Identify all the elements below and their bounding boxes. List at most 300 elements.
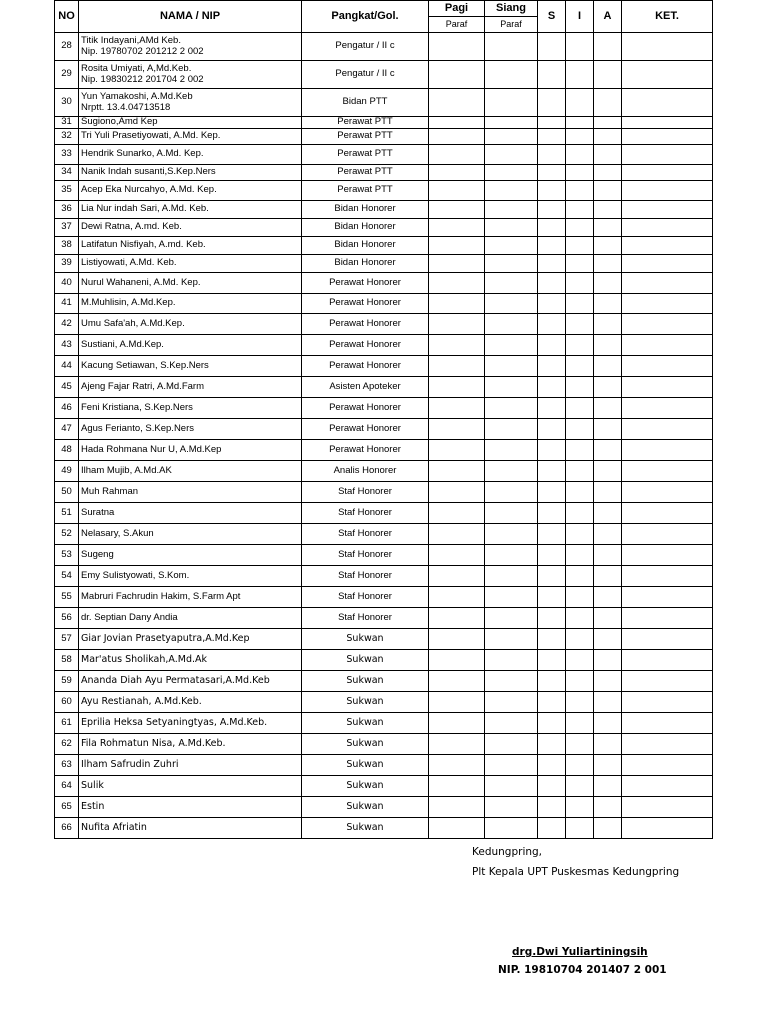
row-number: 58	[55, 650, 79, 671]
morning-signature-cell[interactable]	[429, 294, 485, 314]
afternoon-signature-cell[interactable]	[485, 797, 538, 818]
notes-cell[interactable]	[622, 219, 713, 237]
permission-cell[interactable]	[566, 566, 594, 587]
notes-cell[interactable]	[622, 33, 713, 61]
morning-signature-cell[interactable]	[429, 650, 485, 671]
absent-cell[interactable]	[594, 629, 622, 650]
afternoon-signature-cell[interactable]	[485, 818, 538, 839]
row-number: 42	[55, 314, 79, 335]
permission-cell[interactable]	[566, 419, 594, 440]
sick-cell[interactable]	[538, 629, 566, 650]
sick-cell[interactable]	[538, 398, 566, 419]
absent-cell[interactable]	[594, 273, 622, 294]
table-row	[55, 629, 713, 650]
notes-cell[interactable]	[622, 145, 713, 165]
absent-cell[interactable]	[594, 398, 622, 419]
row-name-cell	[79, 145, 302, 165]
afternoon-signature-cell[interactable]	[485, 356, 538, 377]
absent-cell[interactable]	[594, 117, 622, 129]
sick-cell[interactable]	[538, 797, 566, 818]
absent-cell[interactable]	[594, 201, 622, 219]
absent-cell[interactable]	[594, 818, 622, 839]
absent-cell[interactable]	[594, 89, 622, 117]
notes-cell[interactable]	[622, 314, 713, 335]
sick-cell[interactable]	[538, 776, 566, 797]
row-number: 30	[55, 89, 79, 117]
afternoon-signature-cell[interactable]	[485, 608, 538, 629]
permission-cell[interactable]	[566, 117, 594, 129]
row-rank: Perawat Honorer	[302, 419, 429, 440]
afternoon-signature-cell[interactable]	[485, 255, 538, 273]
sick-cell[interactable]	[538, 440, 566, 461]
morning-signature-cell[interactable]	[429, 440, 485, 461]
notes-cell[interactable]	[622, 129, 713, 145]
sick-cell[interactable]	[538, 201, 566, 219]
sick-cell[interactable]	[538, 181, 566, 201]
absent-cell[interactable]	[594, 566, 622, 587]
absent-cell[interactable]	[594, 255, 622, 273]
notes-cell[interactable]	[622, 294, 713, 314]
notes-cell[interactable]	[622, 377, 713, 398]
permission-cell[interactable]	[566, 692, 594, 713]
afternoon-signature-cell[interactable]	[485, 524, 538, 545]
row-name-cell	[79, 818, 302, 839]
absent-cell[interactable]	[594, 33, 622, 61]
permission-cell[interactable]	[566, 273, 594, 294]
afternoon-signature-cell[interactable]	[485, 377, 538, 398]
sick-cell[interactable]	[538, 314, 566, 335]
morning-signature-cell[interactable]	[429, 818, 485, 839]
table-row	[55, 419, 713, 440]
table-row	[55, 524, 713, 545]
afternoon-signature-cell[interactable]	[485, 273, 538, 294]
sick-cell[interactable]	[538, 129, 566, 145]
notes-cell[interactable]	[622, 713, 713, 734]
table-row	[55, 755, 713, 776]
permission-cell[interactable]	[566, 755, 594, 776]
morning-signature-cell[interactable]	[429, 776, 485, 797]
sick-cell[interactable]	[538, 237, 566, 255]
morning-signature-cell[interactable]	[429, 713, 485, 734]
notes-cell[interactable]	[622, 255, 713, 273]
row-name-cell	[79, 776, 302, 797]
permission-cell[interactable]	[566, 734, 594, 755]
row-name: Listiyowati, A.Md. Keb.	[81, 257, 177, 269]
morning-signature-cell[interactable]	[429, 419, 485, 440]
permission-cell[interactable]	[566, 818, 594, 839]
row-number: 36	[55, 201, 79, 219]
morning-signature-cell[interactable]	[429, 145, 485, 165]
absent-cell[interactable]	[594, 181, 622, 201]
row-number: 38	[55, 237, 79, 255]
morning-signature-cell[interactable]	[429, 545, 485, 566]
sick-cell[interactable]	[538, 608, 566, 629]
notes-cell[interactable]	[622, 461, 713, 482]
morning-signature-cell[interactable]	[429, 356, 485, 377]
row-rank: Sukwan	[302, 797, 429, 818]
permission-cell[interactable]	[566, 629, 594, 650]
absent-cell[interactable]	[594, 145, 622, 165]
sick-cell[interactable]	[538, 89, 566, 117]
row-rank: Perawat Honorer	[302, 314, 429, 335]
row-name: Kacung Setiawan, S.Kep.Ners	[81, 359, 209, 371]
absent-cell[interactable]	[594, 482, 622, 503]
morning-signature-cell[interactable]	[429, 181, 485, 201]
permission-cell[interactable]	[566, 129, 594, 145]
afternoon-signature-cell[interactable]	[485, 734, 538, 755]
afternoon-signature-cell[interactable]	[485, 237, 538, 255]
sick-cell[interactable]	[538, 734, 566, 755]
absent-cell[interactable]	[594, 587, 622, 608]
afternoon-signature-cell[interactable]	[485, 165, 538, 181]
absent-cell[interactable]	[594, 419, 622, 440]
permission-cell[interactable]	[566, 440, 594, 461]
afternoon-signature-cell[interactable]	[485, 671, 538, 692]
sick-cell[interactable]	[538, 482, 566, 503]
absent-cell[interactable]	[594, 545, 622, 566]
absent-cell[interactable]	[594, 608, 622, 629]
row-name: Feni Kristiana, S.Kep.Ners	[81, 401, 193, 413]
sick-cell[interactable]	[538, 219, 566, 237]
sick-cell[interactable]	[538, 117, 566, 129]
afternoon-signature-cell[interactable]	[485, 587, 538, 608]
row-number: 34	[55, 165, 79, 181]
afternoon-signature-cell[interactable]	[485, 201, 538, 219]
row-rank: Asisten Apoteker	[302, 377, 429, 398]
header-name-nip: NAMA / NIP	[79, 1, 302, 33]
permission-cell[interactable]	[566, 524, 594, 545]
row-number: 46	[55, 398, 79, 419]
morning-signature-cell[interactable]	[429, 117, 485, 129]
morning-signature-cell[interactable]	[429, 629, 485, 650]
footer-position: Plt Kepala UPT Puskesmas Kedungpring	[472, 866, 680, 878]
row-name: Muh Rahman	[81, 485, 139, 497]
morning-signature-cell[interactable]	[429, 201, 485, 219]
notes-cell[interactable]	[622, 237, 713, 255]
morning-signature-cell[interactable]	[429, 755, 485, 776]
notes-cell[interactable]	[622, 61, 713, 89]
row-rank: Staf Honorer	[302, 566, 429, 587]
sick-cell[interactable]	[538, 713, 566, 734]
sick-cell[interactable]	[538, 61, 566, 89]
permission-cell[interactable]	[566, 181, 594, 201]
sick-cell[interactable]	[538, 692, 566, 713]
footer-place: Kedungpring,	[472, 846, 543, 858]
absent-cell[interactable]	[594, 524, 622, 545]
permission-cell[interactable]	[566, 398, 594, 419]
afternoon-signature-cell[interactable]	[485, 482, 538, 503]
notes-cell[interactable]	[622, 566, 713, 587]
permission-cell[interactable]	[566, 294, 594, 314]
absent-cell[interactable]	[594, 219, 622, 237]
morning-signature-cell[interactable]	[429, 165, 485, 181]
sick-cell[interactable]	[538, 335, 566, 356]
permission-cell[interactable]	[566, 335, 594, 356]
notes-cell[interactable]	[622, 608, 713, 629]
table-row	[55, 219, 713, 237]
header-sick: S	[538, 1, 566, 33]
absent-cell[interactable]	[594, 734, 622, 755]
notes-cell[interactable]	[622, 89, 713, 117]
sick-cell[interactable]	[538, 587, 566, 608]
afternoon-signature-cell[interactable]	[485, 692, 538, 713]
permission-cell[interactable]	[566, 61, 594, 89]
notes-cell[interactable]	[622, 419, 713, 440]
row-number: 52	[55, 524, 79, 545]
sick-cell[interactable]	[538, 273, 566, 294]
permission-cell[interactable]	[566, 587, 594, 608]
notes-cell[interactable]	[622, 503, 713, 524]
attendance-table	[54, 0, 713, 839]
table-row	[55, 461, 713, 482]
permission-cell[interactable]	[566, 314, 594, 335]
notes-cell[interactable]	[622, 797, 713, 818]
absent-cell[interactable]	[594, 377, 622, 398]
morning-signature-cell[interactable]	[429, 482, 485, 503]
row-nip: Nip. 19780702 201212 2 002	[81, 45, 204, 57]
row-name-cell	[79, 734, 302, 755]
absent-cell[interactable]	[594, 797, 622, 818]
table-row	[55, 587, 713, 608]
sick-cell[interactable]	[538, 650, 566, 671]
table-row	[55, 314, 713, 335]
afternoon-signature-cell[interactable]	[485, 314, 538, 335]
afternoon-signature-cell[interactable]	[485, 461, 538, 482]
notes-cell[interactable]	[622, 671, 713, 692]
table-row	[55, 356, 713, 377]
morning-signature-cell[interactable]	[429, 566, 485, 587]
afternoon-signature-cell[interactable]	[485, 33, 538, 61]
notes-cell[interactable]	[622, 692, 713, 713]
absent-cell[interactable]	[594, 650, 622, 671]
morning-signature-cell[interactable]	[429, 237, 485, 255]
notes-cell[interactable]	[622, 818, 713, 839]
permission-cell[interactable]	[566, 356, 594, 377]
afternoon-signature-cell[interactable]	[485, 776, 538, 797]
afternoon-signature-cell[interactable]	[485, 755, 538, 776]
table-row	[55, 255, 713, 273]
morning-signature-cell[interactable]	[429, 89, 485, 117]
row-name-cell	[79, 377, 302, 398]
morning-signature-cell[interactable]	[429, 61, 485, 89]
absent-cell[interactable]	[594, 755, 622, 776]
sick-cell[interactable]	[538, 566, 566, 587]
notes-cell[interactable]	[622, 482, 713, 503]
permission-cell[interactable]	[566, 608, 594, 629]
afternoon-signature-cell[interactable]	[485, 145, 538, 165]
row-name: Sugiono,Amd Kep	[81, 116, 158, 128]
row-name-cell	[79, 650, 302, 671]
morning-signature-cell[interactable]	[429, 129, 485, 145]
permission-cell[interactable]	[566, 377, 594, 398]
morning-signature-cell[interactable]	[429, 335, 485, 356]
permission-cell[interactable]	[566, 545, 594, 566]
sick-cell[interactable]	[538, 818, 566, 839]
afternoon-signature-cell[interactable]	[485, 566, 538, 587]
afternoon-signature-cell[interactable]	[485, 219, 538, 237]
permission-cell[interactable]	[566, 89, 594, 117]
notes-cell[interactable]	[622, 201, 713, 219]
row-number: 64	[55, 776, 79, 797]
permission-cell[interactable]	[566, 503, 594, 524]
permission-cell[interactable]	[566, 713, 594, 734]
notes-cell[interactable]	[622, 356, 713, 377]
notes-cell[interactable]	[622, 165, 713, 181]
row-name: Hada Rohmana Nur U, A.Md.Kep	[81, 443, 222, 455]
row-name: Mar'atus Sholikah,A.Md.Ak	[81, 653, 208, 665]
sick-cell[interactable]	[538, 671, 566, 692]
permission-cell[interactable]	[566, 219, 594, 237]
absent-cell[interactable]	[594, 776, 622, 797]
row-rank: Perawat PTT	[302, 181, 429, 201]
header-afternoon-signature: Paraf	[485, 17, 538, 33]
morning-signature-cell[interactable]	[429, 608, 485, 629]
sick-cell[interactable]	[538, 545, 566, 566]
morning-signature-cell[interactable]	[429, 314, 485, 335]
sick-cell[interactable]	[538, 419, 566, 440]
row-rank: Staf Honorer	[302, 587, 429, 608]
notes-cell[interactable]	[622, 587, 713, 608]
row-name-cell	[79, 61, 302, 89]
absent-cell[interactable]	[594, 713, 622, 734]
sick-cell[interactable]	[538, 524, 566, 545]
notes-cell[interactable]	[622, 273, 713, 294]
afternoon-signature-cell[interactable]	[485, 398, 538, 419]
sick-cell[interactable]	[538, 503, 566, 524]
sick-cell[interactable]	[538, 165, 566, 181]
afternoon-signature-cell[interactable]	[485, 335, 538, 356]
row-number: 35	[55, 181, 79, 201]
afternoon-signature-cell[interactable]	[485, 650, 538, 671]
notes-cell[interactable]	[622, 181, 713, 201]
absent-cell[interactable]	[594, 314, 622, 335]
permission-cell[interactable]	[566, 145, 594, 165]
absent-cell[interactable]	[594, 237, 622, 255]
sick-cell[interactable]	[538, 33, 566, 61]
permission-cell[interactable]	[566, 650, 594, 671]
morning-signature-cell[interactable]	[429, 461, 485, 482]
row-number: 56	[55, 608, 79, 629]
sick-cell[interactable]	[538, 294, 566, 314]
signer-name: drg.Dwi Yuliartiningsih	[512, 946, 648, 958]
absent-cell[interactable]	[594, 461, 622, 482]
row-number: 43	[55, 335, 79, 356]
permission-cell[interactable]	[566, 237, 594, 255]
morning-signature-cell[interactable]	[429, 377, 485, 398]
notes-cell[interactable]	[622, 335, 713, 356]
afternoon-signature-cell[interactable]	[485, 713, 538, 734]
afternoon-signature-cell[interactable]	[485, 503, 538, 524]
permission-cell[interactable]	[566, 201, 594, 219]
row-name-cell	[79, 629, 302, 650]
absent-cell[interactable]	[594, 356, 622, 377]
permission-cell[interactable]	[566, 797, 594, 818]
permission-cell[interactable]	[566, 776, 594, 797]
absent-cell[interactable]	[594, 692, 622, 713]
absent-cell[interactable]	[594, 671, 622, 692]
row-name-cell	[79, 440, 302, 461]
row-rank: Sukwan	[302, 713, 429, 734]
afternoon-signature-cell[interactable]	[485, 294, 538, 314]
afternoon-signature-cell[interactable]	[485, 61, 538, 89]
morning-signature-cell[interactable]	[429, 255, 485, 273]
afternoon-signature-cell[interactable]	[485, 117, 538, 129]
notes-cell[interactable]	[622, 524, 713, 545]
row-name: Nelasary, S.Akun	[81, 527, 154, 539]
table-row	[55, 797, 713, 818]
absent-cell[interactable]	[594, 165, 622, 181]
row-name-cell	[79, 273, 302, 294]
row-name: Hendrik Sunarko, A.Md. Kep.	[81, 148, 204, 160]
afternoon-signature-cell[interactable]	[485, 181, 538, 201]
notes-cell[interactable]	[622, 734, 713, 755]
sick-cell[interactable]	[538, 461, 566, 482]
afternoon-signature-cell[interactable]	[485, 545, 538, 566]
permission-cell[interactable]	[566, 33, 594, 61]
notes-cell[interactable]	[622, 629, 713, 650]
permission-cell[interactable]	[566, 482, 594, 503]
absent-cell[interactable]	[594, 440, 622, 461]
sick-cell[interactable]	[538, 255, 566, 273]
row-number: 49	[55, 461, 79, 482]
afternoon-signature-cell[interactable]	[485, 419, 538, 440]
row-name-cell	[79, 566, 302, 587]
notes-cell[interactable]	[622, 755, 713, 776]
row-rank: Perawat Honorer	[302, 440, 429, 461]
sick-cell[interactable]	[538, 755, 566, 776]
morning-signature-cell[interactable]	[429, 33, 485, 61]
morning-signature-cell[interactable]	[429, 734, 485, 755]
morning-signature-cell[interactable]	[429, 587, 485, 608]
afternoon-signature-cell[interactable]	[485, 440, 538, 461]
notes-cell[interactable]	[622, 776, 713, 797]
absent-cell[interactable]	[594, 61, 622, 89]
row-number: 66	[55, 818, 79, 839]
absent-cell[interactable]	[594, 503, 622, 524]
row-name: Yun Yamakoshi, A.Md.Keb	[81, 90, 193, 102]
morning-signature-cell[interactable]	[429, 692, 485, 713]
sick-cell[interactable]	[538, 145, 566, 165]
permission-cell[interactable]	[566, 671, 594, 692]
morning-signature-cell[interactable]	[429, 503, 485, 524]
absent-cell[interactable]	[594, 294, 622, 314]
row-name-cell	[79, 314, 302, 335]
permission-cell[interactable]	[566, 255, 594, 273]
permission-cell[interactable]	[566, 461, 594, 482]
absent-cell[interactable]	[594, 335, 622, 356]
afternoon-signature-cell[interactable]	[485, 129, 538, 145]
permission-cell[interactable]	[566, 165, 594, 181]
morning-signature-cell[interactable]	[429, 524, 485, 545]
table-row	[55, 117, 713, 129]
afternoon-signature-cell[interactable]	[485, 629, 538, 650]
morning-signature-cell[interactable]	[429, 797, 485, 818]
notes-cell[interactable]	[622, 398, 713, 419]
morning-signature-cell[interactable]	[429, 219, 485, 237]
sick-cell[interactable]	[538, 356, 566, 377]
absent-cell[interactable]	[594, 129, 622, 145]
notes-cell[interactable]	[622, 650, 713, 671]
notes-cell[interactable]	[622, 117, 713, 129]
morning-signature-cell[interactable]	[429, 671, 485, 692]
afternoon-signature-cell[interactable]	[485, 89, 538, 117]
notes-cell[interactable]	[622, 545, 713, 566]
row-number: 40	[55, 273, 79, 294]
notes-cell[interactable]	[622, 440, 713, 461]
morning-signature-cell[interactable]	[429, 398, 485, 419]
sick-cell[interactable]	[538, 377, 566, 398]
morning-signature-cell[interactable]	[429, 273, 485, 294]
